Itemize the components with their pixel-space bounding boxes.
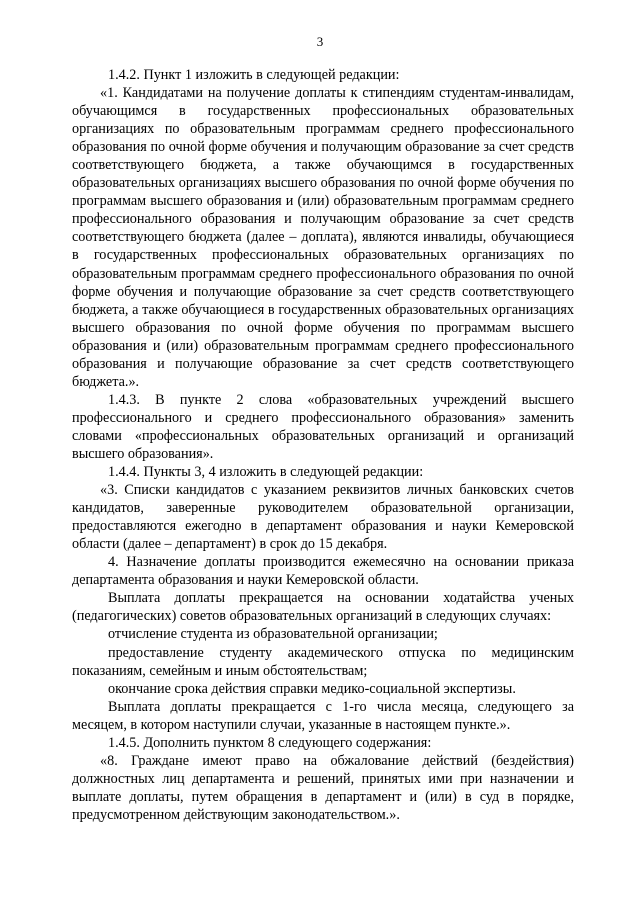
list-item-academic-leave: предоставление студенту академического отпуска по медицинским показаниям, семейным и иным обстоятельствам; [72, 644, 574, 679]
paragraph-1-4-5: 1.4.5. Дополнить пунктом 8 следующего содержания: [108, 734, 432, 751]
document-body [72, 66, 574, 824]
paragraph-point-8-text: «8. Граждане имеют право на обжалование действий (бездействия) должностных лиц департамента и решений, принятых ими при назначении и выплате доплаты, путем обращения в департамент и (или) в суд в порядке, предусмотренном действующим законодательством.». [72, 752, 574, 823]
paragraph-termination-grounds: Выплата доплаты прекращается на основании ходатайства ученых (педагогических) советов образовательных организаций в следующих случаях: [72, 590, 574, 625]
paragraph-1-4-3: 1.4.3. В пункте 2 слова «образовательных учреждений высшего профессионального и среднего профессионального образования» заменить словами «профессиональных образовательных организаций и организаций высшего образования». [72, 391, 574, 462]
list-item-expulsion: отчисление студента из образовательной организации; [108, 626, 438, 643]
paragraph-termination-date: Выплата доплаты прекращается с 1-го числа месяца, следующего за месяцем, в котором наступили случаи, указанные в настоящем пункте.». [72, 698, 574, 733]
page-number: 3 [316, 34, 324, 49]
paragraph-1-4-2: 1.4.2. Пункт 1 изложить в следующей редакции: [108, 67, 400, 83]
paragraph-1-4-4: 1.4.4. Пункты 3, 4 изложить в следующей редакции: [108, 464, 424, 481]
paragraph-point-4-text: 4. Назначение доплаты производится ежемесячно на основании приказа департамента образования и науки Кемеровской области. [72, 554, 574, 589]
paragraph-point-3-text: «3. Списки кандидатов с указанием реквизитов личных банковских счетов кандидатов, заверенные руководителем образовательной организации, предоставляются ежегодно в департамент образования и науки Кемеровской области (далее – департамент) в срок до 15 декабря. [72, 482, 574, 553]
list-item-certificate-expiry: окончание срока действия справки медико-социальной экспертизы. [108, 680, 516, 697]
paragraph-point-1-text: «1. Кандидатами на получение доплаты к стипендиям студентам-инвалидам, обучающимся в государственных профессиональных образовательных организациях по образовательным программам среднего профессионального образования по очной форме обучения и получающим образование за счет средств соответствующего бюджета, а также обучающимся в государственных образовательных организациях высшего образования по очной форме обучения по программам высшего образования и (или) образовательным программам среднего профессионального образования и получающим образование за счет средств соответствующего бюджета (далее – доплата), являются инвалиды, обучающиеся в государственных профессиональных образовательных организациях по образовательным программам среднего профессионального образования по очной форме обучения и получающие образование за счет средств соответствующего бюджета, а также обучающиеся в государственных образовательных организациях высшего образования по очной форме обучения по программам высшего образования и (или) образовательным программам среднего профессионального образования и получающие образование за счет средств соответствующего бюджета.». [72, 85, 574, 390]
